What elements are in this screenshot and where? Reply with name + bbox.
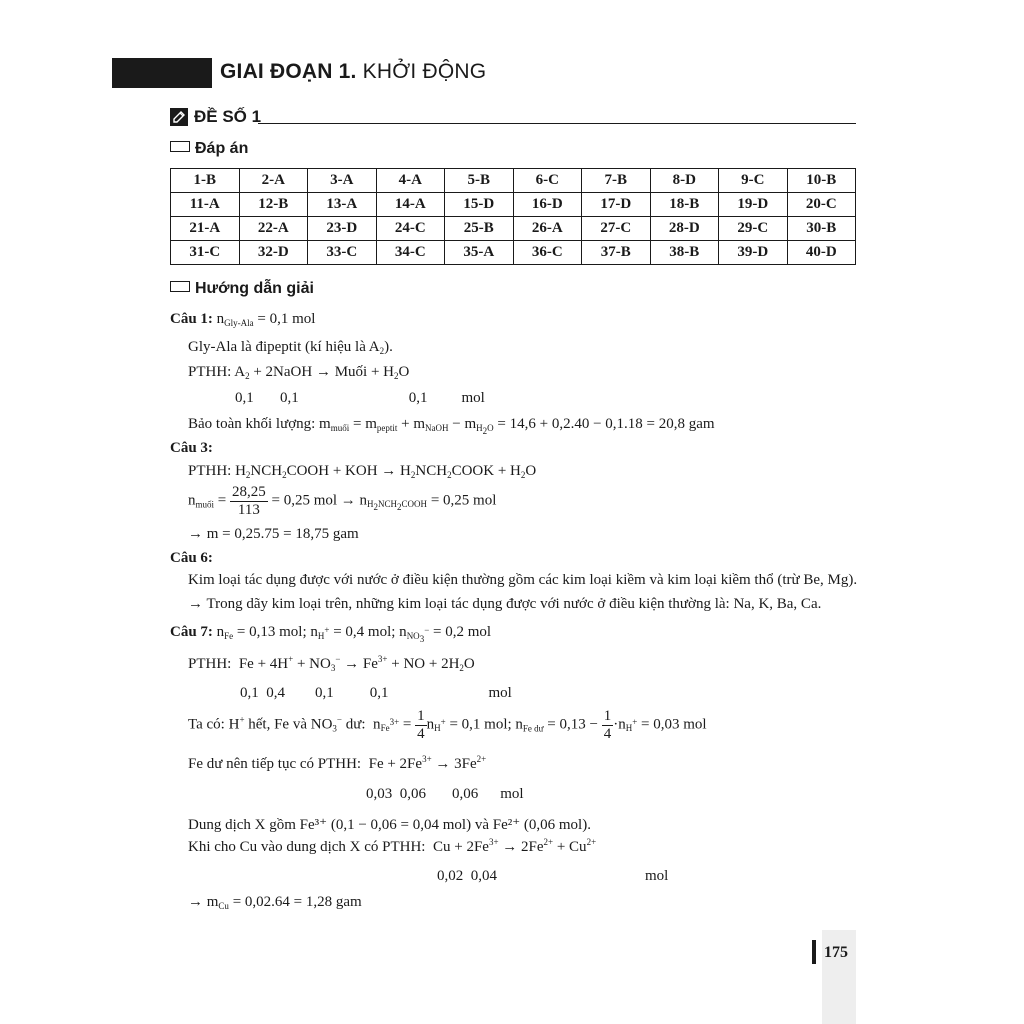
answer-cell: 30-B — [787, 217, 856, 241]
answer-cell: 29-C — [719, 217, 788, 241]
answer-cell: 31-C — [171, 241, 240, 265]
answer-cell: 20-C — [787, 193, 856, 217]
answer-cell: 21-A — [171, 217, 240, 241]
cau6-line2: → Trong dãy kim loại trên, những kim loại tác dụng được với nước ở điều kiện thường là: Na, K, Ba, Ca. — [188, 596, 822, 612]
cau6-line1: Kim loại tác dụng được với nước ở điều kiện thường gồm các kim loại kiềm và kim loại kiềm thổ (trừ Be, Mg). — [188, 572, 858, 588]
cau7-pthh1: PTHH: $Fe + 4H^+ + NO_3^- \to Fe^{3+}$ + NO + $2H_2O$ — [188, 654, 475, 673]
cau3-pthh: PTHH: $H_2NCH_2COOH$ + KOH → $H_2NCH_2COOK + H_2O$ — [188, 463, 537, 480]
pencil-icon — [170, 108, 188, 126]
answer-cell: 17-D — [582, 193, 651, 217]
answer-cell: 19-D — [719, 193, 788, 217]
answer-cell: 24-C — [376, 217, 445, 241]
answer-cell: 5-B — [445, 169, 514, 193]
cau7-solution-x: Dung dịch X gồm Fe³⁺ (0,1 − 0,06 = 0,04 mol) và Fe²⁺ (0,06 mol). — [188, 817, 591, 833]
cau3-calc: $n_{muối}$ = $\frac{28,25}{113}$ = 0,25 mol → $n_{H_2NCH_2COOH} = 0,25$ mol — [188, 484, 497, 518]
answer-cell: 27-C — [582, 217, 651, 241]
cau7-mol1: 0,1 0,4 0,1 0,1 mol — [240, 685, 512, 701]
answer-cell: 13-A — [308, 193, 377, 217]
answer-cell: 18-B — [650, 193, 719, 217]
cau6-label: Câu 6: — [170, 550, 213, 566]
answer-cell: 37-B — [582, 241, 651, 265]
answer-cell: 16-D — [513, 193, 582, 217]
answer-cell: 38-B — [650, 241, 719, 265]
answer-cell: 28-D — [650, 217, 719, 241]
answer-cell: 10-B — [787, 169, 856, 193]
answer-row — [171, 241, 856, 265]
title-rule — [258, 123, 856, 124]
cau7-mol3: 0,02 0,04 mol — [437, 868, 669, 884]
answer-cell: 26-A — [513, 217, 582, 241]
answer-cell: 14-A — [376, 193, 445, 217]
answer-cell: 3-A — [308, 169, 377, 193]
page-number: 175 — [824, 944, 848, 961]
answer-cell: 40-D — [787, 241, 856, 265]
answer-cell: 32-D — [239, 241, 308, 265]
cau3-result: → m = 0,25.75 = 18,75 gam — [188, 526, 359, 542]
cau7-mol2: 0,03 0,06 0,06 mol — [366, 786, 524, 802]
guide-heading: Hướng dẫn giải — [170, 280, 314, 298]
exam-title: ĐỀ SỐ 1 — [194, 107, 262, 126]
cau7-pthh2: Fe dư nên tiếp tục có PTHH: $Fe + 2Fe^{3+} \to 3Fe^{2+}$ — [188, 754, 487, 772]
box-icon — [170, 281, 190, 292]
cau1-pthh: PTHH: $A_2$ + 2NaOH → Muối + $H_2O$ — [188, 364, 410, 381]
page-number-bar — [812, 940, 816, 964]
cau7-line: Câu 7: $n_{Fe} = 0,13$ mol; $n_{H^+} = 0,4$ mol; $n_{NO_3^-} = 0,2$ mol — [170, 624, 492, 644]
answer-cell: 8-D — [650, 169, 719, 193]
cau7-result: → $m_{Cu} = 0,02.64 = 1,28$ gam — [188, 894, 362, 911]
answer-cell: 11-A — [171, 193, 240, 217]
answer-cell: 2-A — [239, 169, 308, 193]
answer-cell: 35-A — [445, 241, 514, 265]
cau7-excess: Ta có: H+ hết, Fe và $NO_3^-$ dư: $n_{Fe^{3+}}$ = $\frac{1}{4}$ $n_{H^+} = 0,1$ mol; $n_{Fe dư} = 0,13$ − $\frac{1}{4}$ $\cdot n_{H^+} = 0,03$ mol — [188, 708, 707, 742]
answer-cell: 15-D — [445, 193, 514, 217]
answer-cell: 22-A — [239, 217, 308, 241]
cau1-desc: Gly-Ala là đipeptit (kí hiệu là $A_2$). — [188, 339, 393, 356]
answer-cell: 39-D — [719, 241, 788, 265]
answer-row — [171, 169, 856, 193]
header-black-bar — [112, 58, 212, 88]
exam-title-row — [170, 108, 856, 128]
answer-row — [171, 193, 856, 217]
answer-cell: 36-C — [513, 241, 582, 265]
answer-cell: 6-C — [513, 169, 582, 193]
answer-cell: 7-B — [582, 169, 651, 193]
answer-row — [171, 217, 856, 241]
answer-cell: 9-C — [719, 169, 788, 193]
phase-heading: GIAI ĐOẠN 1. KHỞI ĐỘNG — [220, 60, 487, 83]
answer-cell: 23-D — [308, 217, 377, 241]
cau1-line: Câu 1: $n_{Gly-Ala} = 0,1$ mol — [170, 311, 316, 328]
cau1-conservation: Bảo toàn khối lượng: $m_{muối} = m_{peptit} + m_{NaOH} - m_{H_2O} = 14,6 + 0,2.40 - 0,1.18 = 20,8$ gam — [188, 416, 715, 436]
answer-cell: 33-C — [308, 241, 377, 265]
answer-table — [170, 168, 856, 265]
answer-cell: 1-B — [171, 169, 240, 193]
box-icon — [170, 141, 190, 152]
cau3-label: Câu 3: — [170, 440, 213, 456]
cau7-pthh3: Khi cho Cu vào dung dịch X có PTHH: $Cu + 2Fe^{3+} \to 2Fe^{2+} + Cu^{2+}$ — [188, 837, 597, 855]
answer-cell: 25-B — [445, 217, 514, 241]
answer-cell: 34-C — [376, 241, 445, 265]
answer-cell: 4-A — [376, 169, 445, 193]
answers-heading: Đáp án — [170, 140, 248, 158]
answer-cell: 12-B — [239, 193, 308, 217]
cau1-mol: 0,1 0,1 0,1 mol — [235, 390, 485, 406]
